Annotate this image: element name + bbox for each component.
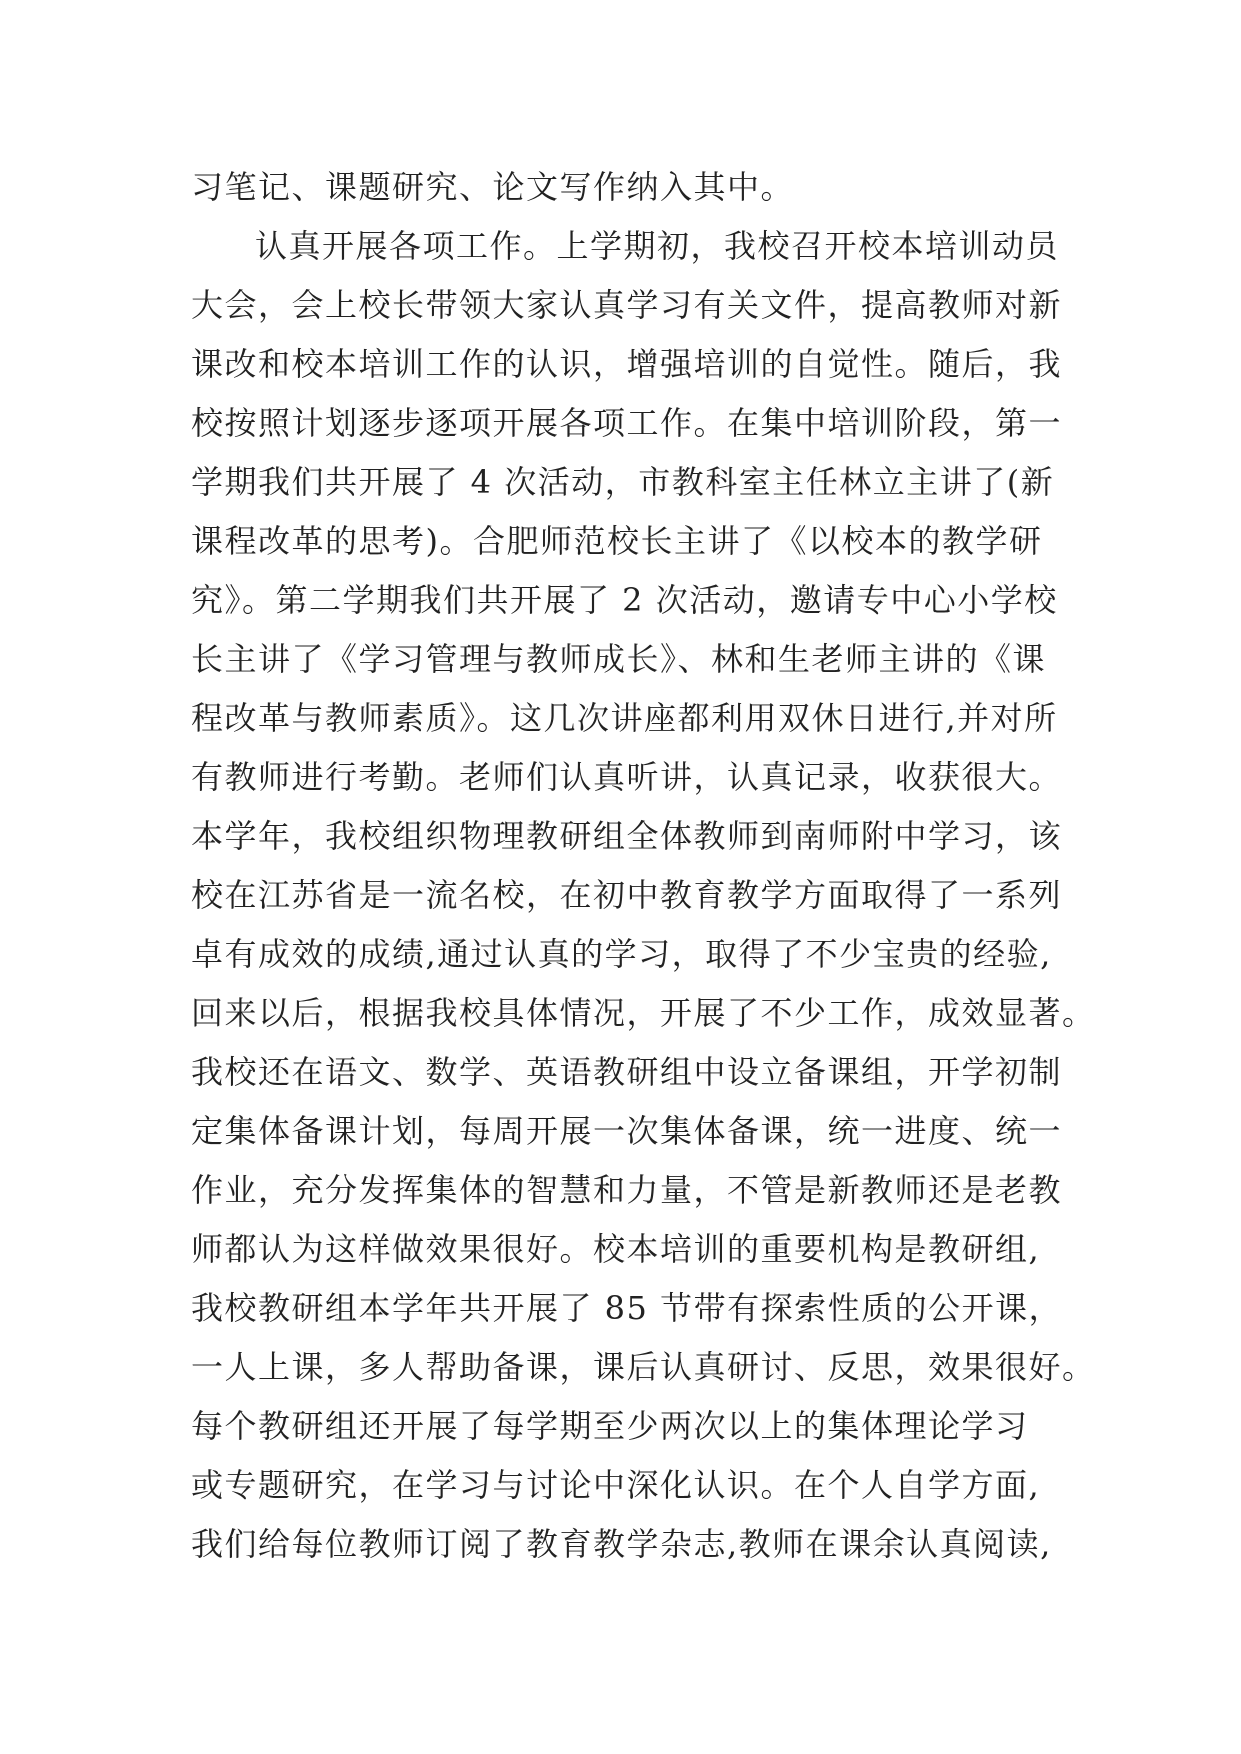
text-line: 我校教研组本学年共开展了 85 节带有探索性质的公开课，: [191, 1289, 1063, 1327]
text-line: 每个教研组还开展了每学期至少两次以上的集体理论学习: [191, 1407, 1029, 1445]
text-line: 有教师进行考勤。老师们认真听讲，认真记录，收获很大。: [191, 758, 1063, 796]
text-line: 我们给每位教师订阅了教育教学杂志,教师在课余认真阅读,: [191, 1525, 1052, 1563]
text-line: 一人上课，多人帮助备课，课后认真研讨、反思，效果很好。: [191, 1348, 1096, 1386]
text-line: 大会，会上校长带领大家认真学习有关文件，提高教师对新: [191, 286, 1063, 324]
text-line: 或专题研究，在学习与讨论中深化认识。在个人自学方面,: [191, 1466, 1041, 1504]
text-line: 校在江苏省是一流名校，在初中教育教学方面取得了一系列: [191, 876, 1063, 914]
text-line: 我校还在语文、数学、英语教研组中设立备课组，开学初制: [191, 1053, 1063, 1091]
text-line: 究》。第二学期我们共开展了 2 次活动，邀请专中心小学校: [191, 581, 1058, 619]
text-line: 师都认为这样做效果很好。校本培训的重要机构是教研组,: [191, 1230, 1041, 1268]
text-line: 课改和校本培训工作的认识，增强培训的自觉性。随后，我: [191, 345, 1063, 383]
body-text: [191, 158, 1096, 1574]
text-line: 习笔记、课题研究、论文写作纳入其中。: [191, 168, 795, 206]
text-line: 程改革与教师素质》。这几次讲座都利用双休日进行,并对所: [191, 699, 1058, 737]
text-line: 作业，充分发挥集体的智慧和力量，不管是新教师还是老教: [191, 1171, 1063, 1209]
text-line: 课程改革的思考)。合肥师范校长主讲了《以校本的教学研: [191, 522, 1043, 560]
text-line: 定集体备课计划，每周开展一次集体备课，统一进度、统一: [191, 1112, 1063, 1150]
text-line: 卓有成效的成绩,通过认真的学习，取得了不少宝贵的经验,: [191, 935, 1052, 973]
text-line: 校按照计划逐步逐项开展各项工作。在集中培训阶段，第一: [191, 404, 1063, 442]
text-line: 本学年，我校组织物理教研组全体教师到南师附中学习，该: [191, 817, 1063, 855]
text-line: 长主讲了《学习管理与教师成长》、林和生老师主讲的《课: [191, 640, 1047, 678]
text-line: 回来以后，根据我校具体情况，开展了不少工作，成效显著。: [191, 994, 1096, 1032]
paragraph-first-line: 认真开展各项工作。上学期初，我校召开校本培训动员: [255, 227, 1060, 265]
text-line: 学期我们共开展了 4 次活动，市教科室主任林立主讲了(新: [191, 463, 1055, 501]
